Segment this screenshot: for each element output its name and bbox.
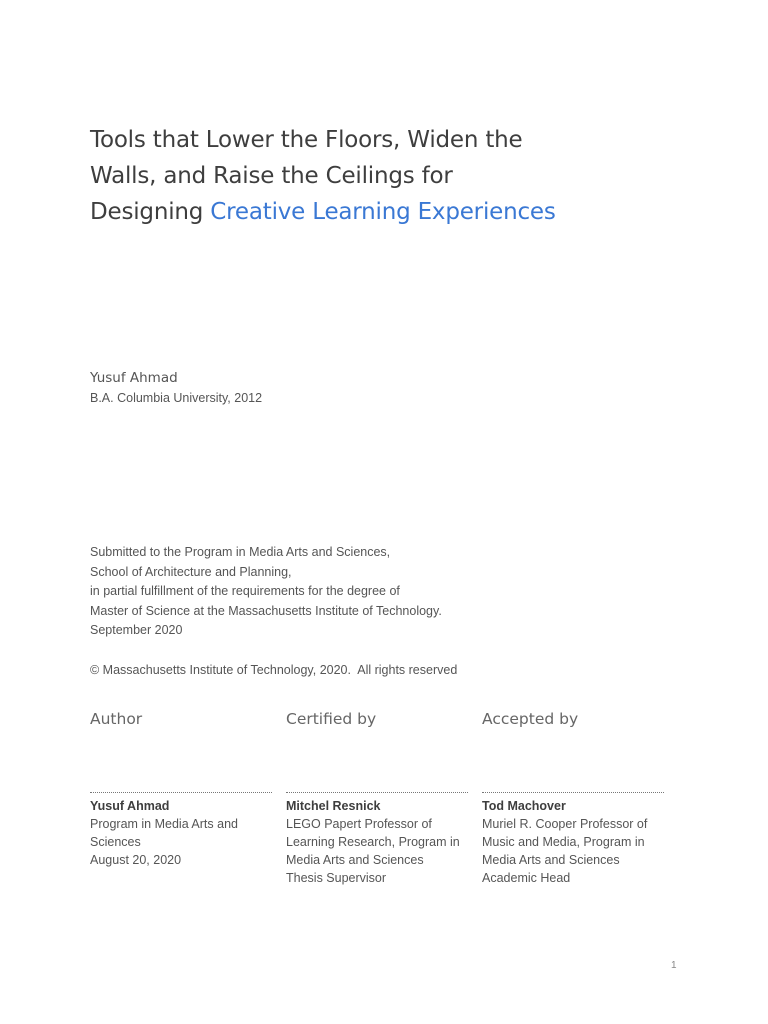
signature-details xyxy=(482,797,664,887)
thesis-title xyxy=(90,122,690,230)
signature-details xyxy=(286,797,468,887)
signature-author xyxy=(90,706,272,867)
submission-line: Master of Science at the Massachusetts Institute of Technology. xyxy=(90,603,442,618)
signer-name: Mitchel Resnick xyxy=(286,799,381,813)
signature-role: Author xyxy=(90,710,143,728)
signature-line xyxy=(482,792,664,793)
title-line-2: Walls, and Raise the Ceilings for xyxy=(90,163,453,189)
submission-line: School of Architecture and Planning, xyxy=(90,564,292,579)
signature-certified xyxy=(286,706,468,885)
title-accent-phrase: Creative Learning Experiences xyxy=(210,199,556,225)
submission-line: Submitted to the Program in Media Arts and Sciences, xyxy=(90,545,391,559)
title-line-3-prefix: Designing xyxy=(90,199,211,225)
signature-role: Certified by xyxy=(286,710,377,728)
signer-detail: Muriel R. Cooper Professor of xyxy=(482,817,648,831)
signer-name: Yusuf Ahmad xyxy=(90,799,170,813)
signer-detail: Media Arts and Sciences xyxy=(286,853,424,867)
signer-detail: Academic Head xyxy=(482,871,571,885)
author-degree: B.A. Columbia University, 2012 xyxy=(90,391,263,405)
title-line-1: Tools that Lower the Floors, Widen the xyxy=(90,127,523,153)
author-block xyxy=(90,368,262,408)
signer-date: August 20, 2020 xyxy=(90,853,182,867)
page-number: 1 xyxy=(671,960,677,971)
signer-detail: LEGO Papert Professor of xyxy=(286,817,432,831)
signer-detail: Media Arts and Sciences xyxy=(482,853,620,867)
submission-statement xyxy=(90,543,442,641)
signer-detail: Sciences xyxy=(90,835,141,849)
signature-line xyxy=(90,792,272,793)
signature-line xyxy=(286,792,468,793)
signer-detail: Music and Media, Program in xyxy=(482,835,645,849)
signer-detail: Program in Media Arts and xyxy=(90,817,238,831)
signer-detail: Thesis Supervisor xyxy=(286,871,387,885)
author-name: Yusuf Ahmad xyxy=(90,370,178,386)
signer-name: Tod Machover xyxy=(482,799,566,813)
signature-details xyxy=(90,797,272,869)
signature-role: Accepted by xyxy=(482,710,579,728)
submission-date: September 2020 xyxy=(90,623,183,637)
signer-detail: Learning Research, Program in xyxy=(286,835,460,849)
signature-accepted xyxy=(482,706,664,885)
copyright-notice: © Massachusetts Institute of Technology, 2020. All rights reserved xyxy=(90,663,458,677)
submission-line: in partial fulfillment of the requirements for the degree of xyxy=(90,584,400,598)
